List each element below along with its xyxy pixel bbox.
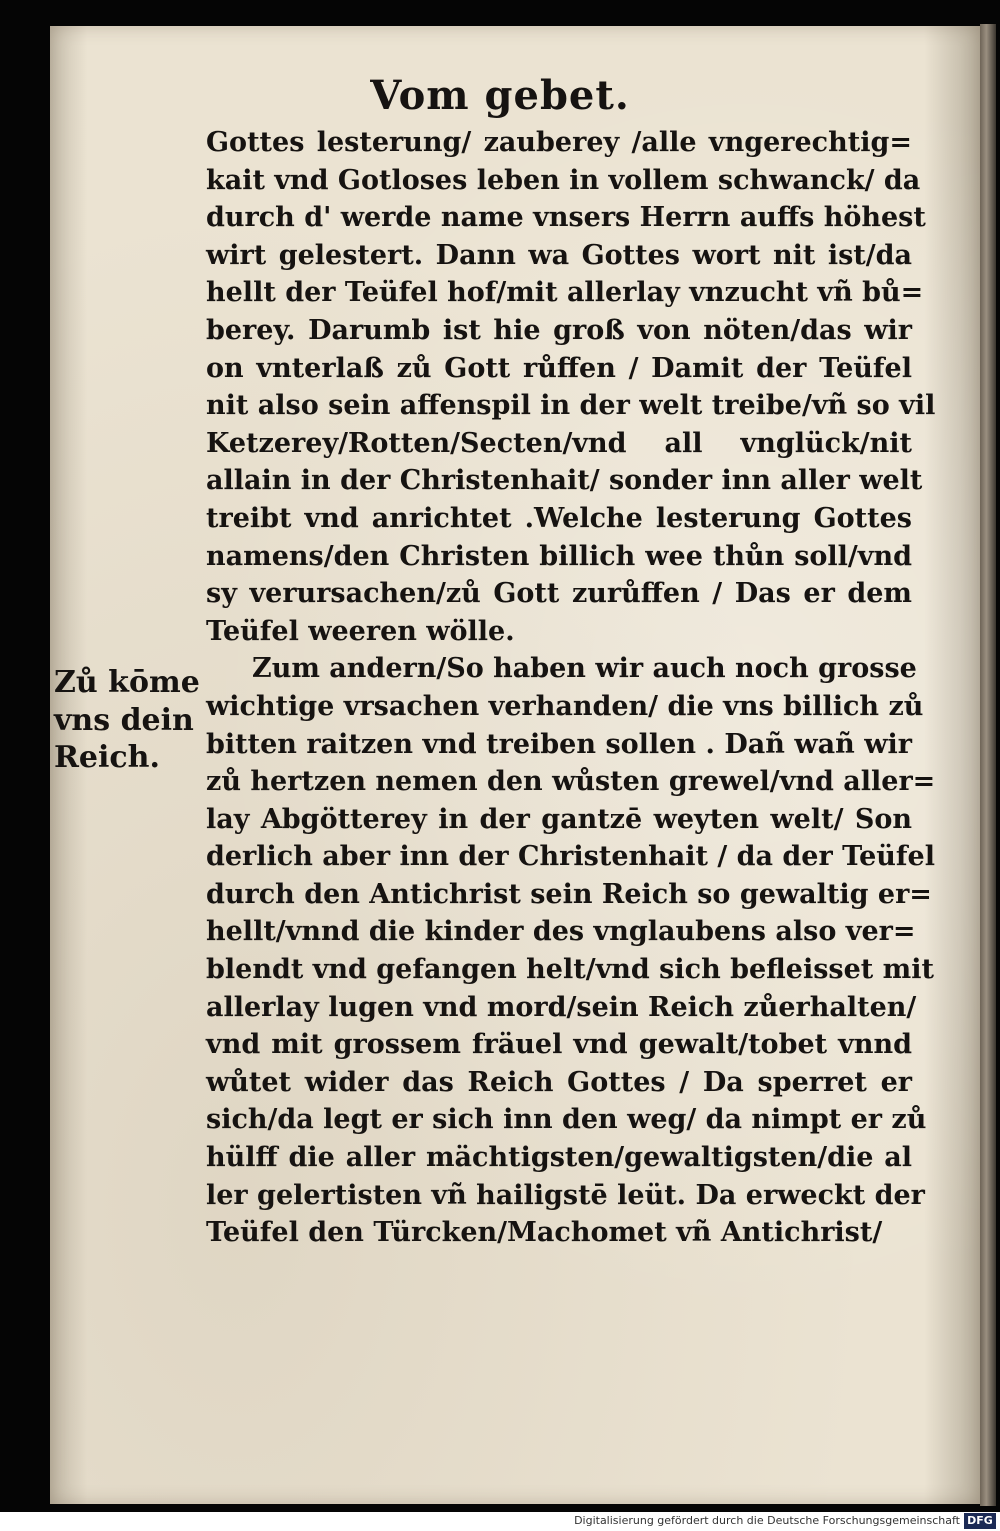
text-line: berey. Darumb ist hie groß von nöten/das wir [206, 314, 912, 346]
text-line: wichtige vrsachen verhanden/ die vns billich zů [206, 690, 924, 722]
text-line: derlich aber inn der Christenhait / da der Teüfel [206, 841, 935, 873]
funding-credit: Digitalisierung gefördert durch die Deutsche Forschungsgemeinschaft [574, 1514, 960, 1527]
text-line: durch den Antichrist sein Reich so gewaltig er= [206, 878, 932, 910]
text-line: durch d' werde name vnsers Herrn auffs höhest [206, 202, 926, 234]
text-line: blendt vnd gefangen helt/vnd sich befleisset mit [206, 954, 934, 986]
text-line: wirt gelestert. Dann wa Gottes wort nit ist/da [206, 239, 912, 271]
text-line: Zum andern/So haben wir auch noch grosse [252, 653, 917, 685]
text-line: namens/den Christen billich wee thůn soll/vnd [206, 540, 912, 572]
marginal-note-line: vns dein [54, 702, 194, 738]
text-line: hülff die aller mächtigsten/gewaltigsten/die al [206, 1142, 912, 1174]
text-line: Gottes lesterung/ zauberey /alle vngerechtig= [206, 127, 912, 158]
marginal-note-line: Reich. [54, 740, 160, 775]
text-line: hellt/vnnd die kinder des vnglaubens also ver= [206, 916, 916, 948]
text-line: Ketzerey/Rotten/Secten/vnd all vnglück/nit [206, 427, 912, 459]
text-line: ler gelertisten vñ hailigstē leüt. Da erweckt der [206, 1179, 925, 1211]
running-header: Vom gebet. [370, 72, 630, 119]
dfg-logo: DFG [964, 1513, 996, 1529]
text-line: kait vnd Gotloses leben in vollem schwanck/ da [206, 164, 921, 196]
text-line: sich/da legt er sich inn den weg/ da nimpt er zů [206, 1104, 927, 1136]
text-line: bitten raitzen vnd treiben sollen . Dañ wañ wir [206, 728, 912, 760]
text-line: treibt vnd anrichtet .Welche lesterung Gottes [206, 502, 912, 534]
text-line: vnd mit grossem fräuel vnd gewalt/tobet vnnd [206, 1029, 912, 1061]
text-line: hellt der Teüfel hof/mit allerlay vnzucht vñ bů= [206, 277, 924, 309]
marginal-note [54, 664, 204, 777]
text-line: allain in der Christenhait/ sonder inn aller welt [206, 465, 923, 497]
text-line: Teüfel den Türcken/Machomet vñ Antichrist/ [206, 1217, 883, 1249]
marginal-note-line: Zů kōme [54, 665, 200, 700]
body-text [206, 124, 936, 1252]
text-line: lay Abgötterey in der gantzē weyten welt/ Son [206, 803, 912, 835]
text-line: on vnterlaß zů Gott růffen / Damit der Teüfel [206, 352, 912, 384]
page-edge [980, 24, 996, 1506]
text-line: Teüfel weeren wölle. [206, 615, 515, 647]
text-line: wůtet wider das Reich Gottes / Da sperret er [206, 1066, 912, 1098]
text-line: zů hertzen nemen den wůsten grewel/vnd aller= [206, 766, 936, 798]
text-line: nit also sein affenspil in der welt treibe/vñ so vil [206, 390, 936, 422]
text-line: allerlay lugen vnd mord/sein Reich zůerhalten/ [206, 991, 917, 1023]
text-line: sy verursachen/zů Gott zurůffen / Das er dem [206, 578, 912, 610]
